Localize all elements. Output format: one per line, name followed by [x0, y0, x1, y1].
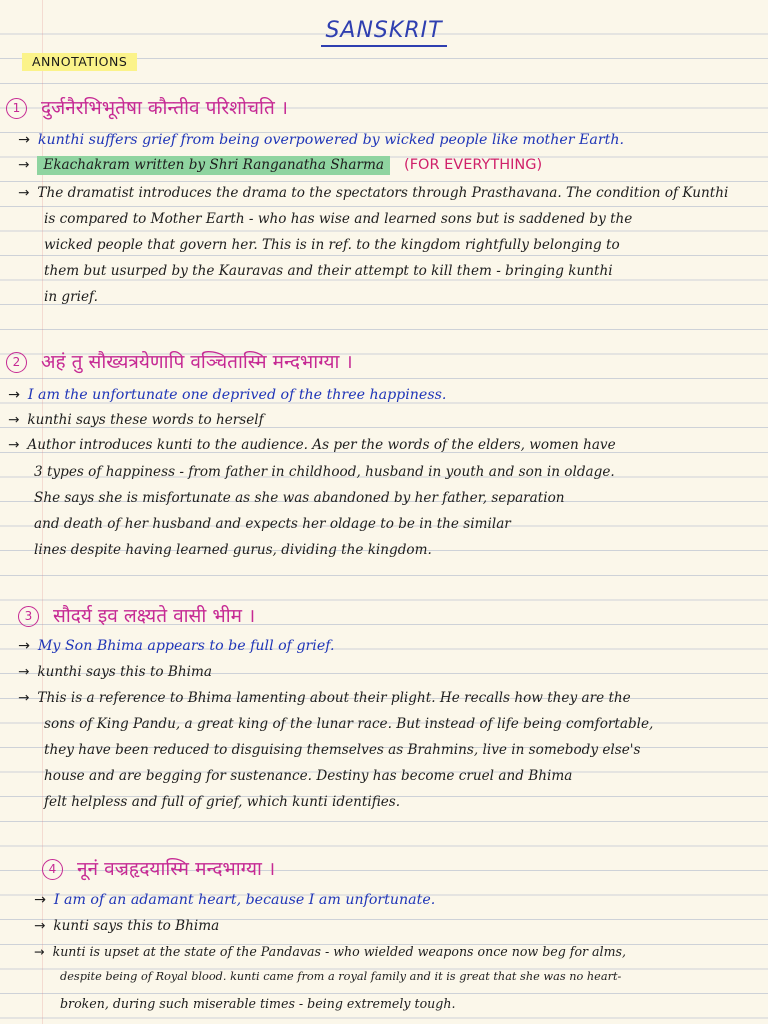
section-4-translation-line [34, 892, 435, 908]
section-2-point: → kunthi says these words to herself [8, 412, 264, 428]
arrow-icon: → [8, 437, 20, 453]
section-1-translation-line [18, 132, 624, 148]
source-highlight: Ekachakram written by Shri Ranganatha Sharma [37, 156, 390, 175]
section-1-body-line-3: wicked people that govern her. This is in ref. to the kingdom rightfully belonging to [44, 237, 620, 253]
section-2-translation: I am the unfortunate one deprived of the three happiness. [27, 387, 447, 403]
arrow-icon: → [34, 892, 46, 908]
section-3-translation-line [18, 638, 335, 654]
arrow-icon: → [18, 185, 30, 201]
section-1-source-line [18, 157, 542, 173]
arrow-icon: → [18, 157, 30, 173]
arrow-icon: → [8, 412, 20, 428]
section-2-translation-line [8, 387, 446, 403]
section-4-body-line-2: despite being of Royal blood. kunti came from a royal family and it is great that she was no heart- [60, 970, 622, 983]
page-title [0, 18, 768, 43]
section-1-number: 1 [6, 98, 27, 119]
section-3-point: → kunthi says this to Bhima [18, 664, 212, 680]
arrow-icon: → [18, 132, 30, 148]
section-3-number: 3 [18, 606, 39, 627]
section-2-verse: अहं तु सौख्यत्रयेणापि वञ्चितास्मि मन्दभाग्या । [41, 351, 353, 373]
section-4-verse: नूनं वज्रहृदयास्मि मन्दभाग्या । [77, 858, 276, 880]
annotations-tag: ANNOTATIONS [22, 53, 137, 71]
section-3-translation: My Son Bhima appears to be full of grief. [37, 638, 335, 654]
section-4-point: → kunti says this to Bhima [34, 918, 220, 934]
section-4-body-line-3: broken, during such miserable times - being extremely tough. [60, 996, 456, 1011]
section-2-verse-line [6, 348, 353, 374]
arrow-icon: → [34, 944, 45, 959]
section-1-translation: kunthi suffers grief from being overpowered by wicked people like mother Earth. [37, 132, 625, 148]
section-3-body-line-3: they have been reduced to disguising themselves as Brahmins, live in somebody else's [44, 742, 641, 758]
section-2-number: 2 [6, 352, 27, 373]
section-2-body-line-3: She says she is misfortunate as she was abandoned by her father, separation [34, 490, 565, 506]
arrow-icon: → [8, 387, 20, 403]
section-1-verse: दुर्जनैरभिभूतेषा कौन्तीव परिशोचति । [41, 97, 289, 119]
section-4-body-line-1: → kunti is upset at the state of the Pandavas - who wielded weapons once now beg for alms, [34, 944, 626, 959]
section-3-verse: सौदर्य इव लक्ष्यते वासी भीम । [53, 605, 256, 627]
arrow-icon: → [18, 638, 30, 654]
section-1-body-line-4: them but usurped by the Kauravas and their attempt to kill them - bringing kunthi [44, 263, 613, 279]
section-3-body-line-5: felt helpless and full of grief, which kunti identifies. [44, 794, 401, 810]
section-3-body-line-1: → This is a reference to Bhima lamenting about their plight. He recalls how they are the [18, 690, 631, 706]
section-1-verse-line [6, 94, 288, 120]
page-title-text: SANSKRIT [321, 18, 446, 47]
arrow-icon: → [34, 918, 46, 934]
arrow-icon: → [18, 690, 30, 706]
section-3-body-line-2: sons of King Pandu, a great king of the lunar race. But instead of life being comfortable, [44, 716, 654, 732]
for-everything-note: (FOR EVERYTHING) [404, 157, 543, 173]
section-2-body-line-5: lines despite having learned gurus, dividing the kingdom. [34, 542, 432, 558]
section-3-body-line-4: house and are begging for sustenance. Destiny has become cruel and Bhima [44, 768, 573, 784]
section-4-number: 4 [42, 859, 63, 880]
section-2-body-line-2: 3 types of happiness - from father in childhood, husband in youth and son in oldage. [34, 464, 615, 480]
section-1-body-line-1: → The dramatist introduces the drama to the spectators through Prasthavana. The condition of Kunthi [18, 185, 729, 201]
section-1-body-line-5: in grief. [44, 289, 98, 305]
section-4-verse-line [42, 855, 275, 881]
section-2-body-line-4: and death of her husband and expects her oldage to be in the similar [34, 516, 511, 532]
section-4-translation: I am of an adamant heart, because I am unfortunate. [53, 892, 436, 908]
arrow-icon: → [18, 664, 30, 680]
section-2-body-line-1: → Author introduces kunti to the audience. As per the words of the elders, women have [8, 437, 616, 453]
section-3-verse-line [18, 602, 255, 628]
section-1-body-line-2: is compared to Mother Earth - who has wise and learned sons but is saddened by the [44, 211, 633, 227]
